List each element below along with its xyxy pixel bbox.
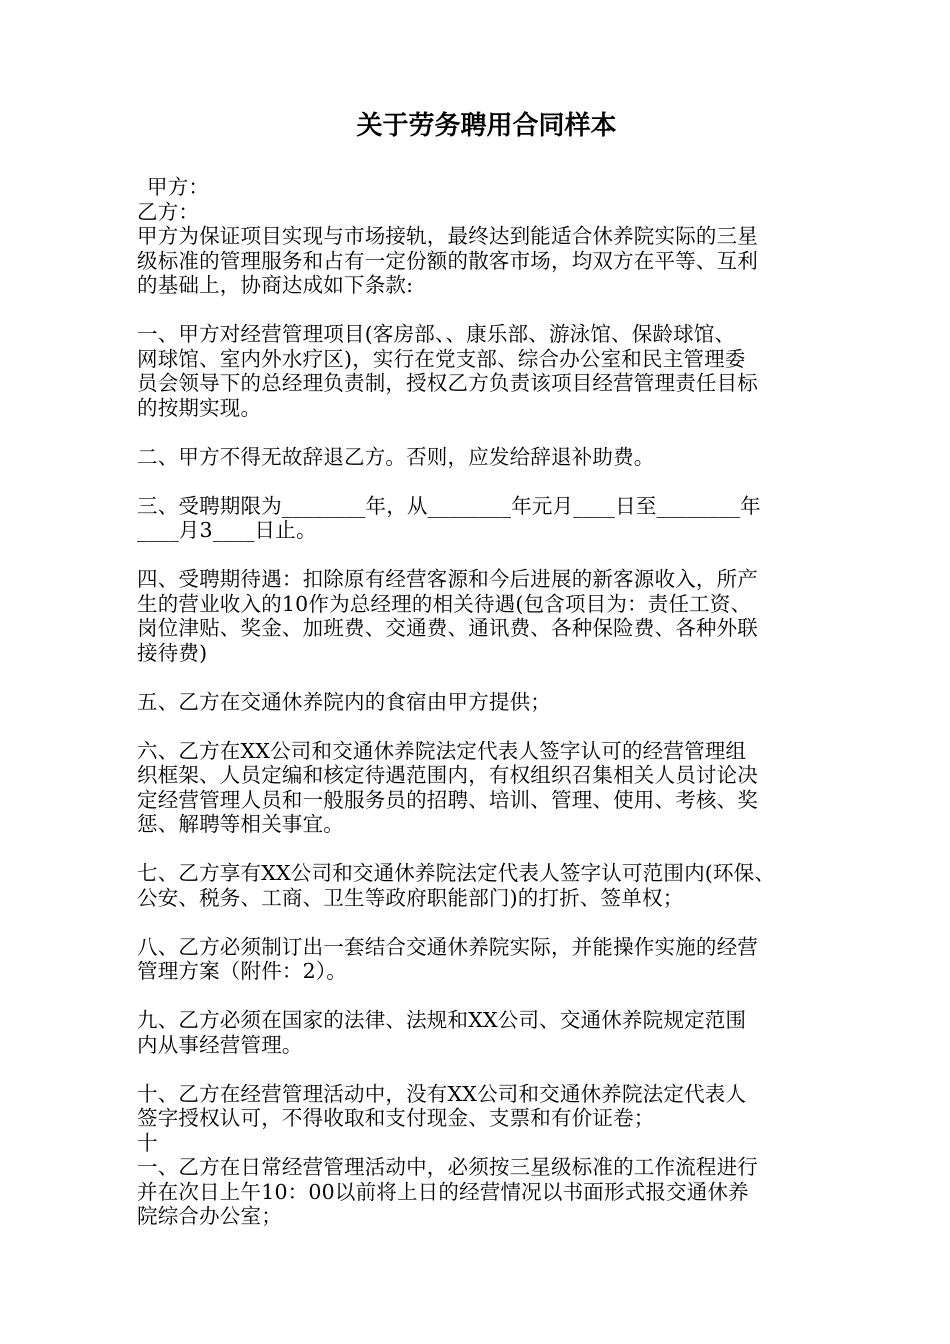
intro-line: 级标准的管理服务和占有一定份额的散客市场，均双方在平等、互利 <box>137 248 758 273</box>
clause-line: 的按期实现。 <box>137 395 262 420</box>
clause-line: 五、乙方在交通休养院内的食宿由甲方提供； <box>137 689 551 714</box>
paragraph-gap <box>137 420 840 445</box>
paragraph-gap <box>137 543 840 568</box>
clause-line: 并在次日上午10：00以前将上日的经营情况以书面形式报交通休养 <box>137 1179 749 1204</box>
paragraph-gap <box>137 837 840 862</box>
clause-line: 六、乙方在XX公司和交通休养院法定代表人签字认可的经营管理组 <box>137 738 747 763</box>
clause-4 <box>137 567 840 665</box>
clause-line: 四、受聘期待遇：扣除原有经营客源和今后进展的新客源收入，所产 <box>137 567 758 591</box>
clause-2 <box>137 445 840 470</box>
clause-line: 生的营业收入的10作为总经理的相关待遇(包含项目为：责任工资、 <box>137 591 752 616</box>
clause-8 <box>137 935 840 984</box>
clause-line: 签字授权认可，不得收取和支付现金、支票和有价证卷； <box>137 1106 655 1130</box>
party-a-line: 甲方： <box>147 175 210 199</box>
document-body <box>137 175 840 1229</box>
clause-line: 惩、解聘等相关事宜。 <box>137 812 344 836</box>
party-b-line: 乙方： <box>137 199 200 224</box>
clause-line: 八、乙方必须制订出一套结合交通休养院实际，并能操作实施的经营 <box>137 934 758 959</box>
clause-line: 网球馆、室内外水疗区)，实行在党支部、综合办公室和民主管理委 <box>137 346 746 371</box>
clause-line: 一、甲方对经营管理项目(客房部、、康乐部、游泳馆、保龄球馆、 <box>137 322 736 346</box>
clause-line: 岗位津贴、奖金、加班费、交通费、通讯费、各种保险费、各种外联 <box>137 616 758 640</box>
clause-line: 管理方案（附件：2）。 <box>137 959 347 983</box>
clause-1 <box>137 322 840 420</box>
clause-9 <box>137 1008 840 1057</box>
clause-line: 十、乙方在经营管理活动中，没有XX公司和交通休养院法定代表人 <box>137 1081 747 1106</box>
clause-line: 定经营管理人员和一般服务员的招聘、培训、管理、使用、考核、奖 <box>137 787 758 812</box>
clause-line: 七、乙方享有XX公司和交通休养院法定代表人签字认可范围内(环保、 <box>137 861 776 885</box>
intro-line: 甲方为保证项目实现与市场接轨，最终达到能适合休养院实际的三星 <box>137 224 758 248</box>
paragraph-gap <box>137 984 840 1009</box>
paragraph-gap <box>137 714 840 739</box>
clause-line: 接待费) <box>137 640 208 665</box>
paragraph-gap <box>137 910 840 935</box>
document-title: 关于劳务聘用合同样本 <box>356 111 617 141</box>
paragraph-gap <box>137 469 840 494</box>
clause-line: 九、乙方必须在国家的法律、法规和XX公司、交通休养院规定范围 <box>137 1008 747 1032</box>
clause-7 <box>137 861 840 910</box>
clause-line: 三、受聘期限为________年，从________年元月____日至________年 <box>137 493 761 518</box>
clause-line: 十 <box>137 1130 158 1155</box>
clause-3 <box>137 494 840 543</box>
clause-6 <box>137 739 840 837</box>
intro-line: 的基础上，协商达成如下条款: <box>137 273 414 297</box>
intro-paragraph <box>137 224 840 298</box>
clause-line: 二、甲方不得无故辞退乙方。否则，应发给辞退补助费。 <box>137 444 655 469</box>
clause-10 <box>137 1082 840 1229</box>
clause-line: 织框架、人员定编和核定待遇范围内，有权组织召集相关人员讨论决 <box>137 763 758 787</box>
clause-line: 院综合办公室； <box>137 1204 282 1228</box>
clause-line: 一、乙方在日常经营管理活动中，必须按三星级标准的工作流程进行 <box>137 1155 758 1179</box>
paragraph-gap <box>137 665 840 690</box>
paragraph-gap <box>137 1057 840 1082</box>
paragraph-gap <box>137 298 840 323</box>
clause-line: ____月3____日止。 <box>137 518 317 542</box>
clause-line: 内从事经营管理。 <box>137 1032 303 1057</box>
clause-line: 公安、税务、工商、卫生等政府职能部门)的打折、签单权； <box>137 885 684 910</box>
clause-5 <box>137 690 840 715</box>
clause-line: 员会领导下的总经理负责制，授权乙方负责该项目经营管理责任目标 <box>137 371 758 395</box>
